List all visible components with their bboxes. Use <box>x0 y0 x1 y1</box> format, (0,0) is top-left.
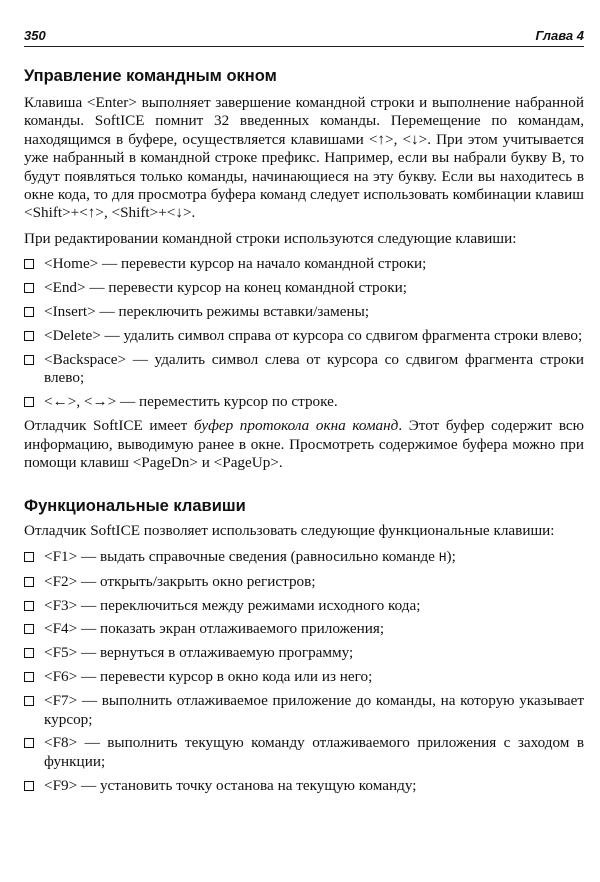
checkbox-bullet-icon <box>24 648 34 658</box>
list-item: <Backspace> — удалить символ слева от курсора со сдвигом фрагмента строки влево; <box>24 351 584 388</box>
book-page <box>24 26 584 801</box>
list-item: <←>, <→> — переместить курсор по строке. <box>24 393 584 411</box>
list-item: <F8> — выполнить текущую команду отлаживаемого приложения с заходом в функции; <box>24 734 584 771</box>
emphasis-term: буфер протокола окна команд <box>193 417 399 435</box>
checkbox-bullet-icon <box>24 696 34 706</box>
checkbox-bullet-icon <box>24 355 34 365</box>
list-item: <Insert> — переключить режимы вставки/замены; <box>24 303 584 321</box>
checkbox-bullet-icon <box>24 781 34 791</box>
editing-keys-list <box>24 255 584 411</box>
checkbox-bullet-icon <box>24 672 34 682</box>
page-header <box>24 26 584 47</box>
chapter-title: Глава 4 <box>535 28 584 43</box>
page-number: 350 <box>24 28 46 43</box>
checkbox-bullet-icon <box>24 397 34 407</box>
section-heading-function-keys: Функциональные клавиши <box>24 497 246 516</box>
checkbox-bullet-icon <box>24 624 34 634</box>
command-code: H <box>438 549 447 565</box>
paragraph-editing-keys-intro: При редактировании командной строки используются следующие клавиши: <box>24 229 517 247</box>
list-item: <F3> — переключиться между режимами исходного кода; <box>24 597 584 615</box>
list-item: <F4> — показать экран отлаживаемого приложения; <box>24 620 584 638</box>
list-item: <Delete> — удалить символ справа от курсора со сдвигом фрагмента строки влево; <box>24 327 584 345</box>
checkbox-bullet-icon <box>24 259 34 269</box>
checkbox-bullet-icon <box>24 738 34 748</box>
list-item: <F5> — вернуться в отлаживаемую программу; <box>24 644 584 662</box>
paragraph-function-keys-intro: Отладчик SoftICE позволяет использовать следующие функциональные клавиши: <box>24 522 555 540</box>
list-item: <F6> — перевести курсор в окно кода или из него; <box>24 668 584 686</box>
list-item: <F7> — выполнить отлаживаемое приложение до команды, на которую указывает курсор; <box>24 692 584 729</box>
paragraph-command-buffer: Отладчик SoftICE имеет буфер протокола окна команд. Этот буфер содержит всю информацию, выводимую ранее в окне. Просмотреть содержимое буфера можно при помощи клавиш <PageDn> и <PageUp>. <box>24 417 585 471</box>
list-item: <F9> — установить точку останова на текущую команду; <box>24 777 584 795</box>
paragraph-enter-key: Клавиша <Enter> выполняет завершение командной строки и выполнение набранной команды. SoftICE помнит 32 введенных команды. Перемещение по командам, находящимся в буфере, осуществляется клавишами <↑>, <↓>. При этом учитывается уже набранный в командной строке префикс. Например, если вы набрали букву B, то будут появляться только команды, начинающиеся на эту букву. Если вы находитесь в окне кода, то для просмотра буфера команд следует использовать комбинации клавиш <Shift>+<↑>, <Shift>+<↓>. <box>24 94 584 222</box>
checkbox-bullet-icon <box>24 577 34 587</box>
list-item: <Home> — перевести курсор на начало командной строки; <box>24 255 584 273</box>
function-keys-list <box>24 548 584 795</box>
checkbox-bullet-icon <box>24 283 34 293</box>
section-heading-command-window: Управление командным окном <box>24 67 277 85</box>
checkbox-bullet-icon <box>24 601 34 611</box>
list-item: <F1> — выдать справочные сведения (равносильно команде H); <box>24 548 584 567</box>
checkbox-bullet-icon <box>24 552 34 562</box>
checkbox-bullet-icon <box>24 307 34 317</box>
checkbox-bullet-icon <box>24 331 34 341</box>
list-item: <End> — перевести курсор на конец командной строки; <box>24 279 584 297</box>
list-item: <F2> — открыть/закрыть окно регистров; <box>24 573 584 591</box>
